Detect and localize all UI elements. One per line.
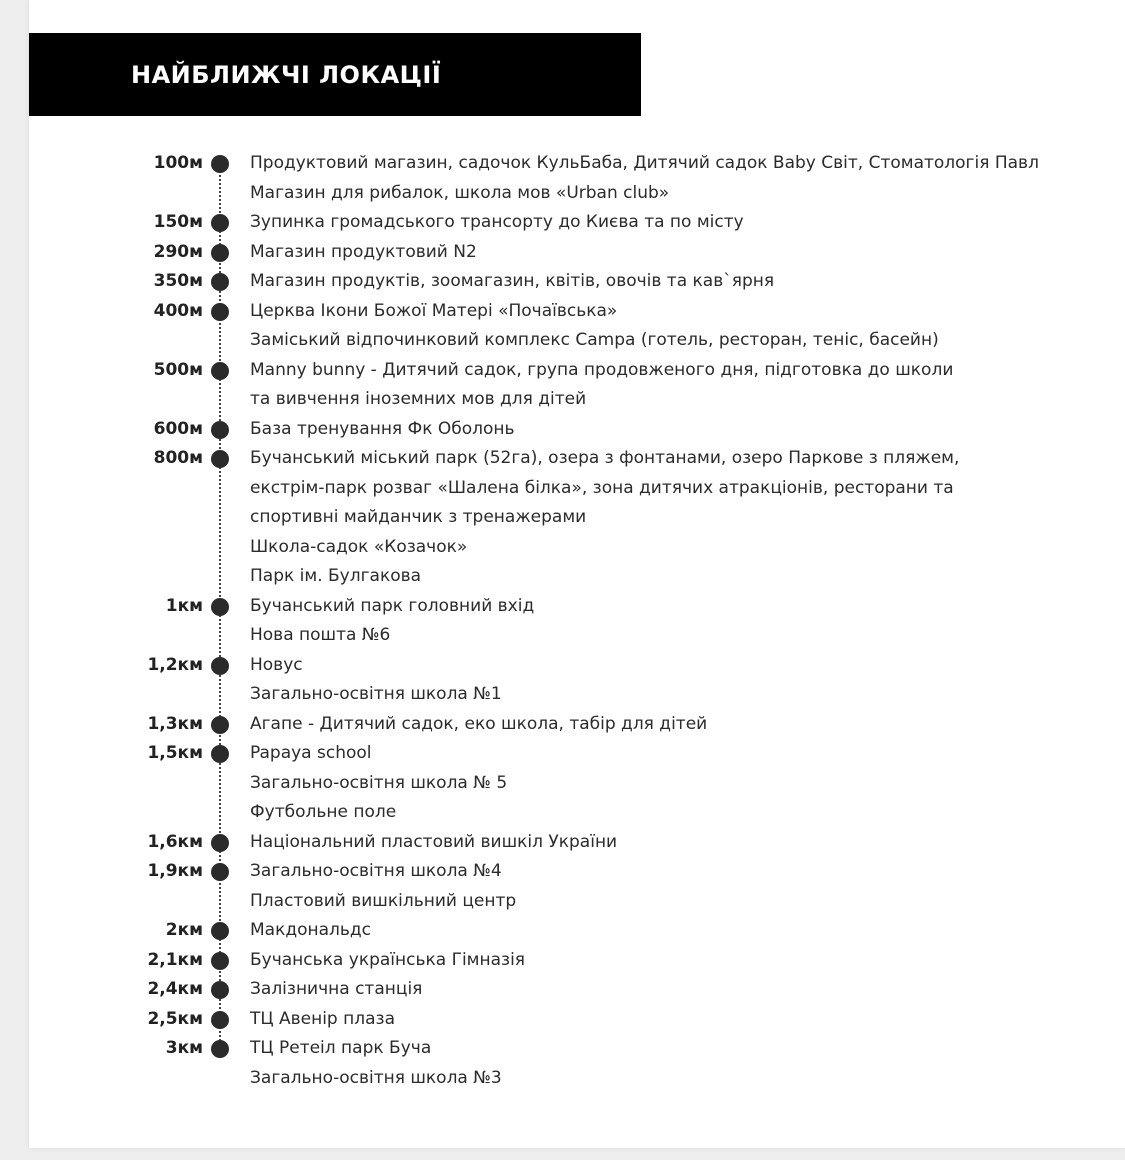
location-text: Футбольне поле (250, 802, 397, 822)
location-text: Церква Ікони Божої Матері «Почаївська» (250, 300, 618, 321)
location-text: Нова пошта №6 (250, 625, 391, 645)
timeline-dot-icon (211, 421, 229, 439)
timeline-dot-icon (211, 450, 229, 468)
location-row (29, 740, 1125, 770)
distance-label: 100м (153, 153, 203, 173)
distance-label: 2км (165, 920, 203, 940)
location-row (29, 681, 1125, 711)
location-text: Загально-освітня школа №3 (250, 1067, 502, 1088)
location-row (29, 799, 1125, 829)
timeline-dot-icon (211, 863, 229, 881)
location-text: Manny bunny - Дитячий садок, група продовженого дня, підготовка до школи (250, 359, 954, 380)
distance-label: 1,2км (147, 654, 203, 675)
location-row (29, 534, 1125, 564)
timeline-dot-icon (211, 952, 229, 970)
location-row (29, 416, 1125, 446)
location-row (29, 976, 1125, 1006)
location-text: ТЦ Ретеіл парк Буча (250, 1038, 432, 1058)
location-row (29, 1065, 1125, 1095)
location-row (29, 386, 1125, 416)
location-text: База тренування Фк Оболонь (250, 418, 515, 439)
location-text: Загально-освітня школа № 5 (250, 772, 508, 793)
timeline-dot-icon (211, 362, 229, 380)
location-text: Новус (250, 654, 303, 675)
timeline-dot-icon (211, 244, 229, 262)
distance-label: 3км (165, 1038, 203, 1058)
location-text: Бучанський парк головний вхід (250, 595, 535, 616)
location-row (29, 298, 1125, 328)
timeline-dot-icon (211, 657, 229, 675)
location-row (29, 593, 1125, 623)
location-text: екстрім-парк розваг «Шалена білка», зона дитячих атракціонів, ресторани та (250, 477, 954, 498)
location-row (29, 209, 1125, 239)
location-row (29, 622, 1125, 652)
location-text: Макдональдс (250, 920, 372, 940)
location-text: Парк ім. Булгакова (250, 566, 422, 586)
location-row (29, 711, 1125, 741)
location-row (29, 327, 1125, 357)
location-row (29, 357, 1125, 387)
location-text: Бучанський міський парк (52га), озера з фонтанами, озеро Паркове з пляжем, (250, 448, 960, 468)
location-text: Магазин продуктів, зоомагазин, квітів, овочів та кав`ярня (250, 271, 775, 291)
distance-label: 600м (153, 418, 203, 439)
location-text: Зупинка громадського трансорту до Києва та по місту (250, 212, 744, 232)
header-bar (29, 33, 641, 116)
distance-label: 350м (153, 271, 203, 291)
location-text: Пластовий вишкільний центр (250, 890, 517, 911)
distance-label: 1,9км (147, 861, 203, 881)
location-row (29, 268, 1125, 298)
location-row (29, 150, 1125, 180)
distance-label: 1,5км (147, 743, 203, 763)
distance-label: 1,3км (147, 713, 203, 734)
distance-label: 2,4км (147, 979, 203, 999)
location-row (29, 652, 1125, 682)
location-row (29, 1006, 1125, 1036)
location-text: Магазин продуктовий N2 (250, 241, 477, 262)
location-row (29, 1035, 1125, 1065)
timeline-dot-icon (211, 745, 229, 763)
distance-label: 2,1км (147, 949, 203, 970)
location-text: Агапе - Дитячий садок, еко школа, табір для дітей (250, 713, 708, 734)
location-row (29, 888, 1125, 918)
distance-label: 1км (165, 595, 203, 616)
timeline-dot-icon (211, 214, 229, 232)
timeline-dot-icon (211, 598, 229, 616)
distance-label: 1,6км (147, 831, 203, 852)
location-row (29, 475, 1125, 505)
location-row (29, 504, 1125, 534)
location-row (29, 445, 1125, 475)
locations-list (29, 150, 1125, 1094)
location-row (29, 239, 1125, 269)
distance-label: 150м (153, 212, 203, 232)
timeline-dot-icon (211, 1040, 229, 1058)
location-row (29, 947, 1125, 977)
location-text: та вивчення іноземних мов для дітей (250, 389, 587, 409)
location-text: Національний пластовий вишкіл України (250, 831, 618, 852)
locations-card (29, 0, 1125, 1148)
location-row (29, 829, 1125, 859)
location-text: Школа-садок «Козачок» (250, 536, 468, 557)
location-row (29, 917, 1125, 947)
location-text: спортивні майданчик з тренажерами (250, 507, 587, 527)
location-row (29, 563, 1125, 593)
location-row (29, 180, 1125, 210)
location-text: Загально-освітня школа №1 (250, 684, 502, 704)
location-row (29, 770, 1125, 800)
location-text: Бучанська українська Гімназія (250, 949, 526, 970)
location-text: ТЦ Авенір плаза (250, 1008, 395, 1029)
page-title: НАЙБЛИЖЧІ ЛОКАЦІЇ (131, 60, 442, 89)
location-text: Продуктовий магазин, садочок КульБаба, Дитячий садок Baby Світ, Стоматологія Павл (250, 153, 1039, 173)
timeline-dot-icon (211, 273, 229, 291)
distance-label: 290м (153, 241, 203, 262)
location-row (29, 858, 1125, 888)
location-text: Загально-освітня школа №4 (250, 861, 502, 881)
location-text: Papaya school (250, 743, 372, 763)
timeline-dot-icon (211, 155, 229, 173)
timeline-dot-icon (211, 981, 229, 999)
location-text: Магазин для рибалок, школа мов «Urban club» (250, 182, 670, 203)
distance-label: 400м (153, 300, 203, 321)
distance-label: 800м (153, 448, 203, 468)
distance-label: 500м (153, 359, 203, 380)
timeline-dot-icon (211, 922, 229, 940)
location-text: Залізнична станція (250, 979, 423, 999)
timeline-dot-icon (211, 716, 229, 734)
timeline-dot-icon (211, 1011, 229, 1029)
timeline-dot-icon (211, 834, 229, 852)
location-text: Заміський відпочинковий комплекс Campa (готель, ресторан, теніс, басейн) (250, 330, 939, 350)
timeline-dot-icon (211, 303, 229, 321)
distance-label: 2,5км (147, 1008, 203, 1029)
